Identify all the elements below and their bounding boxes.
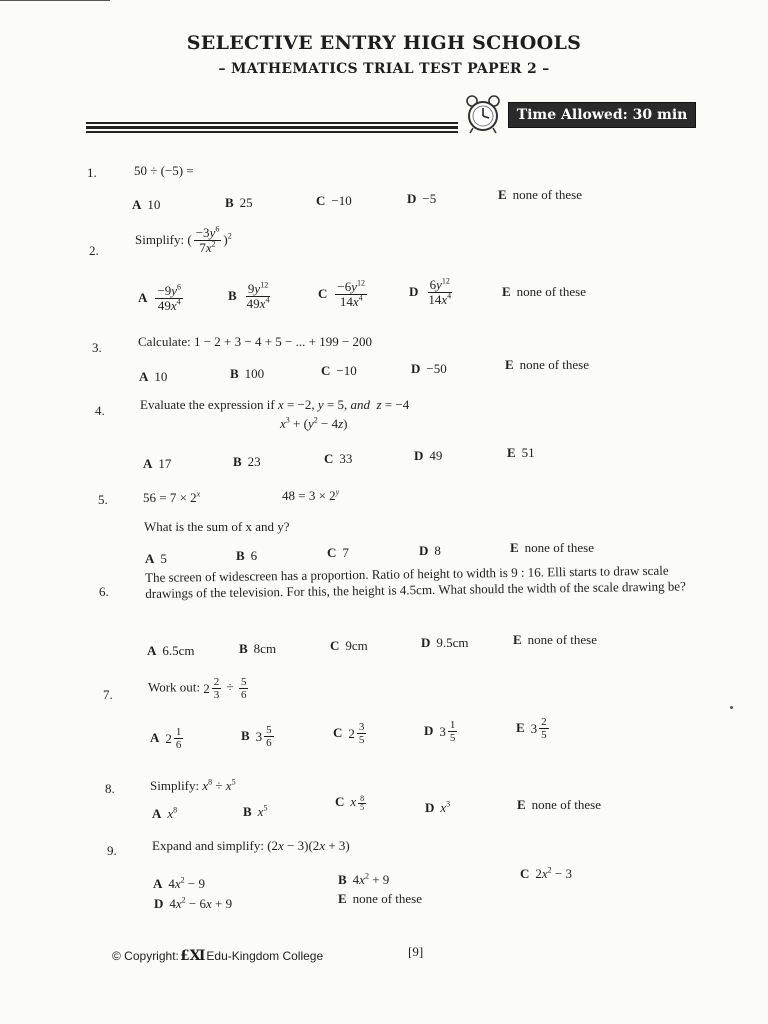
option-b: B 8cm — [239, 641, 277, 656]
option-a: A 10 — [132, 197, 161, 212]
question-number: 4. — [95, 403, 105, 418]
option-e: E none of these — [502, 284, 586, 299]
option-d: D $\frac{6y^{12}}{14x^4}$ — [409, 276, 452, 308]
question-number: 1. — [87, 165, 97, 180]
option-e: E none of these — [505, 357, 589, 372]
question-number: 5. — [98, 492, 108, 507]
option-c: C 2 $\frac{3}{5}$ — [333, 721, 365, 747]
top-edge-line — [0, 0, 110, 1]
question-text: The screen of widescreen has a proportion. Ratio of height to width is 9 : 16. Elli starts to draw scale drawings of the television. For this, the height is 4.5cm. What should the width of the scale drawing be? — [145, 562, 686, 601]
option-e: E none of these — [513, 632, 597, 647]
header-rule — [86, 131, 458, 133]
page-subtitle: – MATHEMATICS TRIAL TEST PAPER 2 – — [218, 61, 550, 77]
expression: $x^3 + (y^2 - 4z)$ — [280, 415, 348, 431]
option-e: E 3 $\frac{2}{5}$ — [516, 716, 547, 742]
option-c: C −10 — [316, 193, 352, 208]
option-e: E none of these — [517, 797, 601, 812]
option-a: A $4x^2 - 9$ — [153, 875, 206, 891]
question-number: 3. — [92, 340, 102, 355]
question-text: Simplify: $x^8 \div x^5$ — [150, 777, 236, 793]
scan-speck — [730, 706, 733, 709]
question-text: Simplify: ( $\frac{-3y^6}{7x^2}$ )$^2$ — [135, 224, 232, 256]
option-a: A 10 — [139, 369, 168, 384]
option-c: C 9cm — [330, 638, 368, 653]
copyright-notice: © Copyright: £Ⅺ Edu-Kingdom College — [112, 948, 324, 964]
question-number: 9. — [107, 843, 117, 858]
option-a: A 6.5cm — [147, 643, 195, 658]
option-c: C $\frac{-6y^{12}}{14x^4}$ — [318, 278, 366, 310]
option-c: C 33 — [324, 451, 353, 466]
option-e: E none of these — [510, 540, 594, 555]
option-c: C −10 — [321, 363, 357, 378]
equation-1: $56 = 7 \times 2^x$ — [143, 489, 201, 505]
option-d: D $4x^2 - 6x + 9$ — [154, 895, 233, 911]
option-a: A $x^8$ — [152, 805, 178, 821]
option-c: C 7 — [327, 545, 349, 560]
question-number: 2. — [89, 243, 99, 258]
question-text: 50 ÷ (−5) = — [134, 163, 194, 178]
question-text: Expand and simplify: (2x − 3)(2x + 3) — [152, 838, 350, 853]
equation-2: $48 = 3 \times 2^y$ — [282, 487, 340, 503]
option-d: D 8 — [419, 543, 441, 558]
option-b: B 25 — [225, 195, 253, 210]
header-rule — [86, 126, 458, 129]
option-a: A 5 — [145, 551, 167, 566]
option-d: D 3 $\frac{1}{5}$ — [424, 719, 456, 745]
question-number: 6. — [99, 584, 109, 599]
option-a: A 17 — [143, 456, 172, 471]
question-text: Work out: 2 $\frac{2}{3}$ ÷ $\frac{5}{6}$ — [148, 676, 247, 702]
alarm-clock-icon — [462, 93, 504, 135]
option-b: B $\frac{9y^{12}}{49x^4}$ — [228, 280, 270, 312]
question-text: What is the sum of x and y? — [144, 519, 290, 534]
option-d: D −5 — [407, 191, 437, 206]
option-d: D $x^3$ — [425, 799, 451, 815]
option-b: B $4x^2 + 9$ — [338, 871, 390, 887]
option-d: D −50 — [411, 361, 447, 376]
page-title: SELECTIVE ENTRY HIGH SCHOOLS — [186, 32, 582, 54]
option-b: B $x^5$ — [243, 803, 268, 819]
option-b: B 23 — [233, 454, 261, 469]
question-number: 8. — [105, 781, 115, 796]
college-logo-icon: £Ⅺ — [179, 948, 206, 964]
option-d: D 49 — [414, 448, 443, 463]
option-d: D 9.5cm — [421, 635, 469, 650]
option-e: E none of these — [338, 891, 422, 906]
question-text: Calculate: 1 − 2 + 3 − 4 + 5 − ... + 199 − 200 — [138, 334, 373, 349]
option-b: B 6 — [236, 548, 258, 563]
option-c: C $2x^2 - 3$ — [520, 865, 573, 881]
question-text: Evaluate the expression if x = −2, y = 5, and z = −4 — [140, 397, 410, 412]
option-e: E 51 — [507, 445, 535, 460]
time-allowed-badge: Time Allowed: 30 min — [508, 102, 696, 128]
option-c: C x $\frac{8}{5}$ — [335, 793, 365, 813]
option-a: A $\frac{-9y^6}{49x^4}$ — [138, 282, 182, 314]
header-rule — [86, 122, 458, 124]
option-b: B 100 — [230, 366, 265, 381]
page-number: [9] — [408, 944, 424, 959]
option-e: E none of these — [498, 187, 582, 202]
option-b: B 3 $\frac{5}{6}$ — [241, 724, 272, 750]
question-number: 7. — [103, 687, 113, 702]
college-name: Edu-Kingdom College — [206, 949, 324, 963]
option-a: A 2 $\frac{1}{6}$ — [150, 726, 182, 752]
